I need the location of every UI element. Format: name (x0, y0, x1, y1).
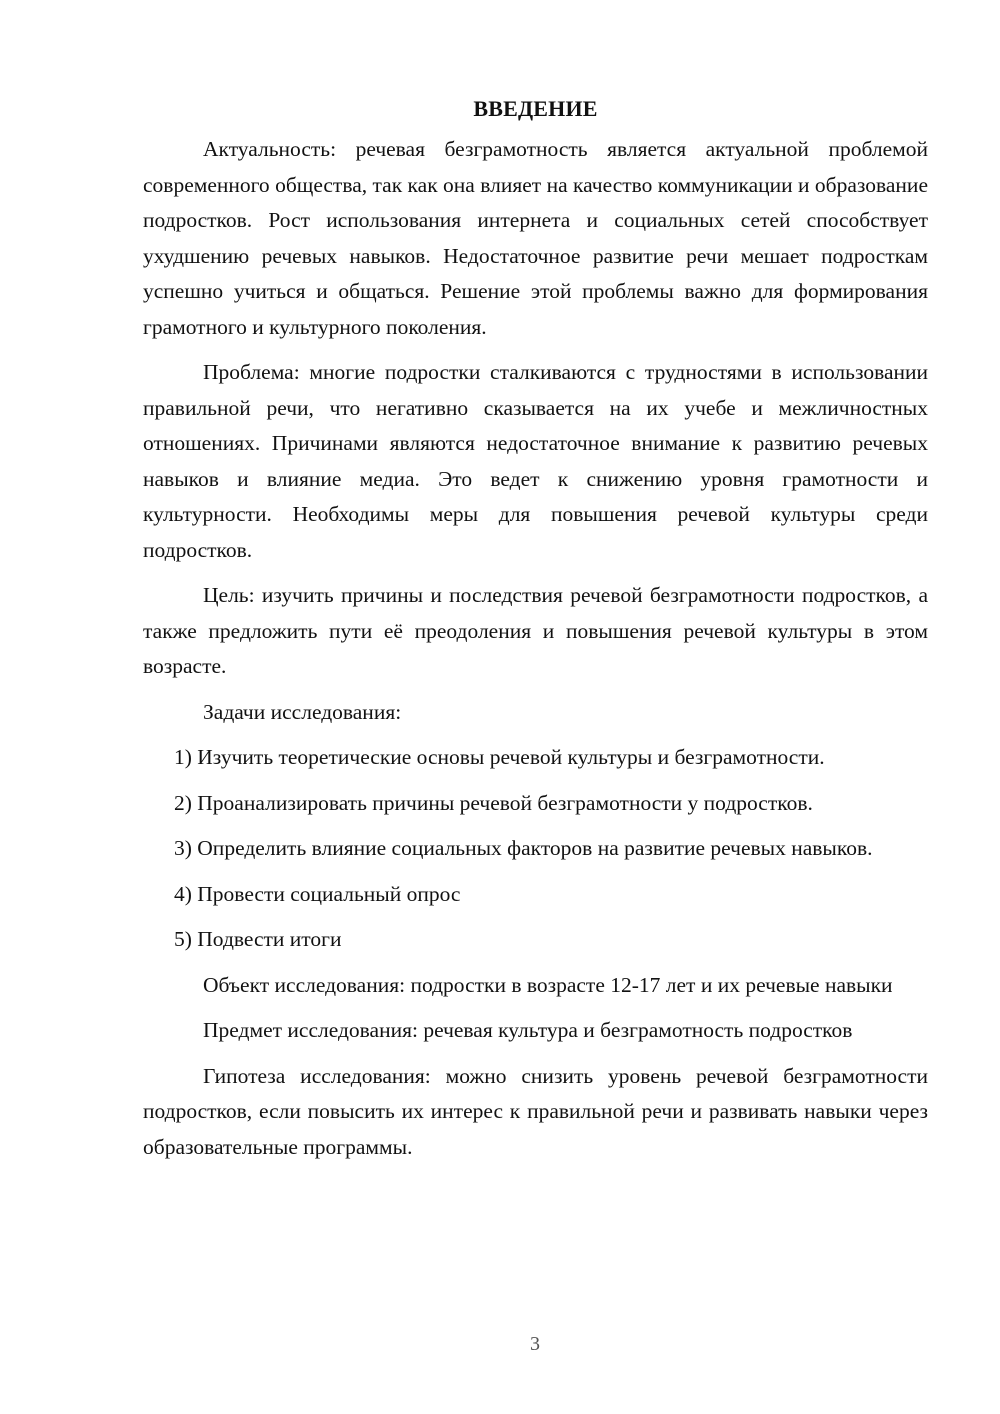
list-item: 3) Определить влияние социальных факторов на развитие речевых навыков. (174, 836, 873, 860)
page-title: ВВЕДЕНИЕ (473, 96, 598, 121)
list-item: 4) Провести социальный опрос (174, 881, 461, 906)
list-item: 1) Изучить теоретические основы речевой культуры и безграмотности. (174, 745, 825, 769)
paragraph-relevance: Актуальность: речевая безграмотность является актуальной проблемой современного общества, так как она влияет на качество коммуникации и образование подростков. Рост использования интернета и социальных сетей способствует ухудшению речевых навыков. Недостаточное развитие речи мешает подросткам успешно учиться и общаться. Решение этой проблемы важно для формирования грамотного и культурного поколения. (143, 137, 928, 339)
page-number: 3 (530, 1333, 540, 1355)
task-list (143, 740, 928, 958)
paragraph-hypothesis: Гипотеза исследования: можно снизить уровень речевой безграмотности подростков, если повысить их интерес к правильной речи и развивать навыки через образовательные программы. (143, 1063, 928, 1159)
paragraph-goal: Цель: изучить причины и последствия речевой безграмотности подростков, а также предложить пути её преодоления и повышения речевой культуры в этом возрасте. (143, 583, 928, 678)
paragraph-subject: Предмет исследования: речевая культура и безграмотность подростков (203, 1018, 853, 1042)
paragraph-problem: Проблема: многие подростки сталкиваются с трудностями в использовании правильной речи, что негативно сказывается на их учебе и межличностных отношениях. Причинами являются недостаточное внимание к развитию речевых навыков и влияние медиа. Это ведет к снижению уровня грамотности и культурности. Необходимы меры для повышения речевой культуры среди подростков. (143, 360, 928, 562)
list-item: 2) Проанализировать причины речевой безграмотности у подростков. (174, 790, 813, 815)
document-page (143, 92, 928, 1175)
tasks-heading: Задачи исследования: (203, 699, 402, 724)
list-item: 5) Подвести итоги (174, 927, 342, 951)
paragraph-object: Объект исследования: подростки в возрасте 12-17 лет и их речевые навыки (203, 972, 893, 997)
